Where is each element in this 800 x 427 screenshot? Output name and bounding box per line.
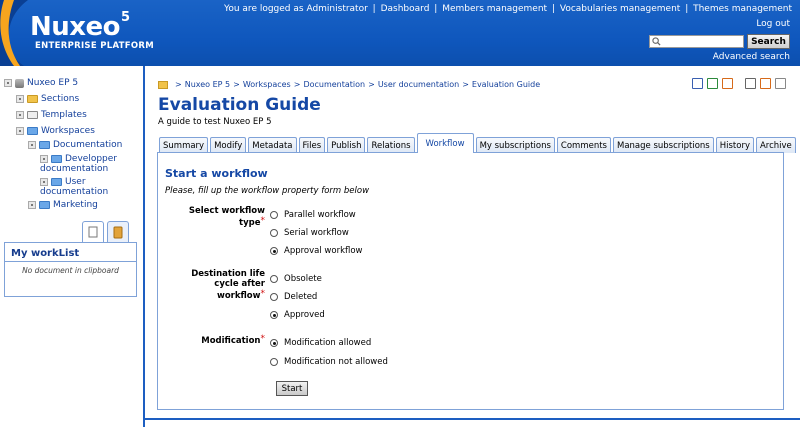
expand-toggle-icon[interactable] [28, 201, 36, 209]
tab-comments[interactable]: Comments [557, 137, 611, 153]
modification-option-allowed[interactable] [270, 338, 371, 348]
tree-label: Nuxeo EP 5 [27, 78, 79, 88]
folder-icon [51, 155, 62, 163]
logo[interactable]: Nuxeo$^5$ [30, 10, 130, 42]
breadcrumb-item[interactable]: Documentation [303, 80, 366, 89]
search-button[interactable]: Search [747, 34, 790, 49]
main-content [145, 66, 800, 427]
nav-members-management[interactable]: Members management [442, 4, 548, 14]
nav-separator: | [434, 4, 438, 14]
nav-separator: | [685, 4, 689, 14]
tab-summary[interactable]: Summary [159, 137, 208, 153]
workflow-type-label: Select workflow type* [188, 206, 265, 228]
tab-manage-subscriptions[interactable]: Manage subscriptions [613, 137, 714, 153]
modification-label: Modification* [201, 334, 265, 346]
tree-item-workspaces[interactable] [16, 126, 95, 136]
server-icon [15, 79, 24, 88]
nav-separator: | [551, 4, 555, 14]
tree-item-developper-documentation[interactable] [40, 154, 117, 164]
option-label: Approval workflow [284, 246, 363, 256]
slideshow-export-icon[interactable] [722, 78, 733, 89]
breadcrumb-separator: > [368, 80, 375, 89]
tree-item-user-documentation-line2 [40, 187, 108, 197]
logo-swoosh-icon [0, 0, 28, 66]
worklist-tab-clipboard[interactable] [107, 221, 129, 243]
destination-option-approved[interactable] [270, 310, 325, 320]
tab-archive[interactable]: Archive [756, 137, 796, 153]
worklist-empty-message: No document in clipboard [22, 266, 119, 275]
folder-icon [51, 178, 62, 186]
tree-item-marketing[interactable] [28, 200, 98, 210]
excel-export-icon[interactable] [707, 78, 718, 89]
tree-item-templates[interactable] [16, 110, 87, 120]
tab-workflow[interactable]: Workflow [417, 133, 474, 153]
up-folder-icon[interactable] [158, 81, 168, 89]
destination-option-obsolete[interactable] [270, 274, 322, 284]
page-title: Evaluation Guide [158, 95, 321, 115]
collapse-toggle-icon[interactable] [28, 141, 36, 149]
tree-label: documentation [40, 187, 109, 197]
workflow-panel [157, 152, 784, 410]
breadcrumb-separator: > [293, 80, 301, 89]
header [0, 0, 800, 66]
tree-label: documentation [40, 164, 109, 174]
radio-button-selected[interactable] [270, 311, 278, 319]
tab-publish[interactable]: Publish [327, 137, 365, 153]
destination-option-deleted[interactable] [270, 292, 317, 302]
templates-icon [27, 111, 38, 119]
tree-item-sections[interactable] [16, 94, 79, 104]
worklist-title: My workList [11, 248, 80, 259]
expand-toggle-icon[interactable] [40, 155, 48, 163]
option-label: Serial workflow [284, 228, 349, 238]
breadcrumb-separator: > [175, 80, 182, 89]
document-icon [83, 222, 103, 242]
tree-label: Documentation [53, 140, 123, 150]
option-label: Approved [284, 310, 325, 320]
folder-icon [27, 95, 38, 103]
divider [5, 261, 136, 262]
breadcrumb-item[interactable]: User documentation [377, 80, 460, 89]
collapse-toggle-icon[interactable] [16, 127, 24, 135]
expand-toggle-icon[interactable] [16, 111, 24, 119]
required-mark: * [260, 289, 265, 299]
radio-button[interactable] [270, 211, 278, 219]
option-label: Modification not allowed [284, 357, 388, 367]
option-label: Parallel workflow [284, 210, 356, 220]
tree-item-root[interactable] [4, 78, 78, 88]
start-button[interactable]: Start [276, 381, 308, 396]
worklist-tab-documents[interactable] [82, 221, 104, 243]
nav-separator: | [372, 4, 376, 14]
tree-label: Developper [65, 154, 118, 164]
radio-button[interactable] [270, 275, 278, 283]
breadcrumb-separator: > [233, 80, 240, 89]
breadcrumb-item[interactable]: Nuxeo EP 5 [184, 80, 231, 89]
folder-icon [27, 127, 38, 135]
radio-button-selected[interactable] [270, 247, 278, 255]
breadcrumb-separator: > [462, 80, 469, 89]
option-label: Modification allowed [284, 338, 372, 348]
nav-vocabularies-management[interactable]: Vocabularies management [559, 4, 681, 14]
print-icon[interactable] [775, 78, 786, 89]
document-actions [692, 78, 786, 89]
document-tabs [159, 136, 798, 153]
option-label: Deleted [284, 292, 318, 302]
expand-toggle-icon[interactable] [16, 95, 24, 103]
workflow-type-option-serial[interactable] [270, 228, 349, 238]
email-icon[interactable] [745, 78, 756, 89]
tree-item-user-documentation[interactable] [40, 177, 86, 187]
nav-themes-management[interactable]: Themes management [693, 4, 792, 14]
tab-my-subscriptions[interactable]: My subscriptions [476, 137, 555, 153]
worklist-panel [4, 242, 137, 297]
radio-button-selected[interactable] [270, 339, 278, 347]
tab-files[interactable]: Files [299, 137, 326, 153]
tree-item-documentation[interactable] [28, 140, 122, 150]
workflow-heading: Start a workflow [165, 167, 268, 180]
tab-modify[interactable]: Modify [210, 137, 246, 153]
top-navigation [224, 4, 792, 14]
tree-label: Workspaces [41, 126, 95, 136]
breadcrumb [158, 80, 540, 89]
radio-button[interactable] [270, 293, 278, 301]
required-mark: * [260, 334, 265, 344]
clipboard-icon [108, 222, 128, 242]
workflow-type-option-parallel[interactable] [270, 210, 356, 220]
logged-in-text: You are logged as Administrator [224, 4, 368, 14]
tab-relations[interactable]: Relations [367, 137, 414, 153]
option-label: Obsolete [284, 274, 322, 284]
footer-divider [145, 418, 800, 420]
collapse-toggle-icon[interactable] [4, 79, 12, 87]
tree-item-developper-documentation-line2 [40, 164, 108, 174]
radio-button[interactable] [270, 358, 278, 366]
left-sidebar [0, 66, 145, 427]
folder-icon [39, 141, 50, 149]
workflow-type-option-approval[interactable] [270, 246, 363, 256]
destination-lifecycle-label: Destination life cycle after workflow* [191, 269, 265, 301]
required-mark: * [260, 216, 265, 226]
breadcrumb-current[interactable]: Evaluation Guide [471, 80, 541, 89]
search-input[interactable] [649, 35, 744, 48]
breadcrumb-item[interactable]: Workspaces [242, 80, 291, 89]
modification-option-not-allowed[interactable] [270, 357, 388, 367]
expand-toggle-icon[interactable] [40, 178, 48, 186]
logout-link[interactable]: Log out [756, 19, 790, 29]
radio-button[interactable] [270, 229, 278, 237]
word-export-icon[interactable] [692, 78, 703, 89]
search-icon [652, 37, 661, 46]
logo-subtitle: ENTERPRISE PLATFORM [35, 41, 154, 51]
advanced-search-link[interactable]: Advanced search [712, 52, 790, 62]
nav-dashboard[interactable]: Dashboard [380, 4, 430, 14]
page-description: A guide to test Nuxeo EP 5 [158, 117, 272, 127]
tree-label: User [65, 177, 86, 187]
tree-label: Sections [41, 94, 80, 104]
tab-history[interactable]: History [716, 137, 754, 153]
rss-icon[interactable] [760, 78, 771, 89]
tree-label: Templates [41, 110, 87, 120]
tree-label: Marketing [53, 200, 98, 210]
folder-icon [39, 201, 50, 209]
workflow-intro: Please, fill up the workflow property form below [165, 186, 370, 196]
tab-metadata[interactable]: Metadata [248, 137, 296, 153]
